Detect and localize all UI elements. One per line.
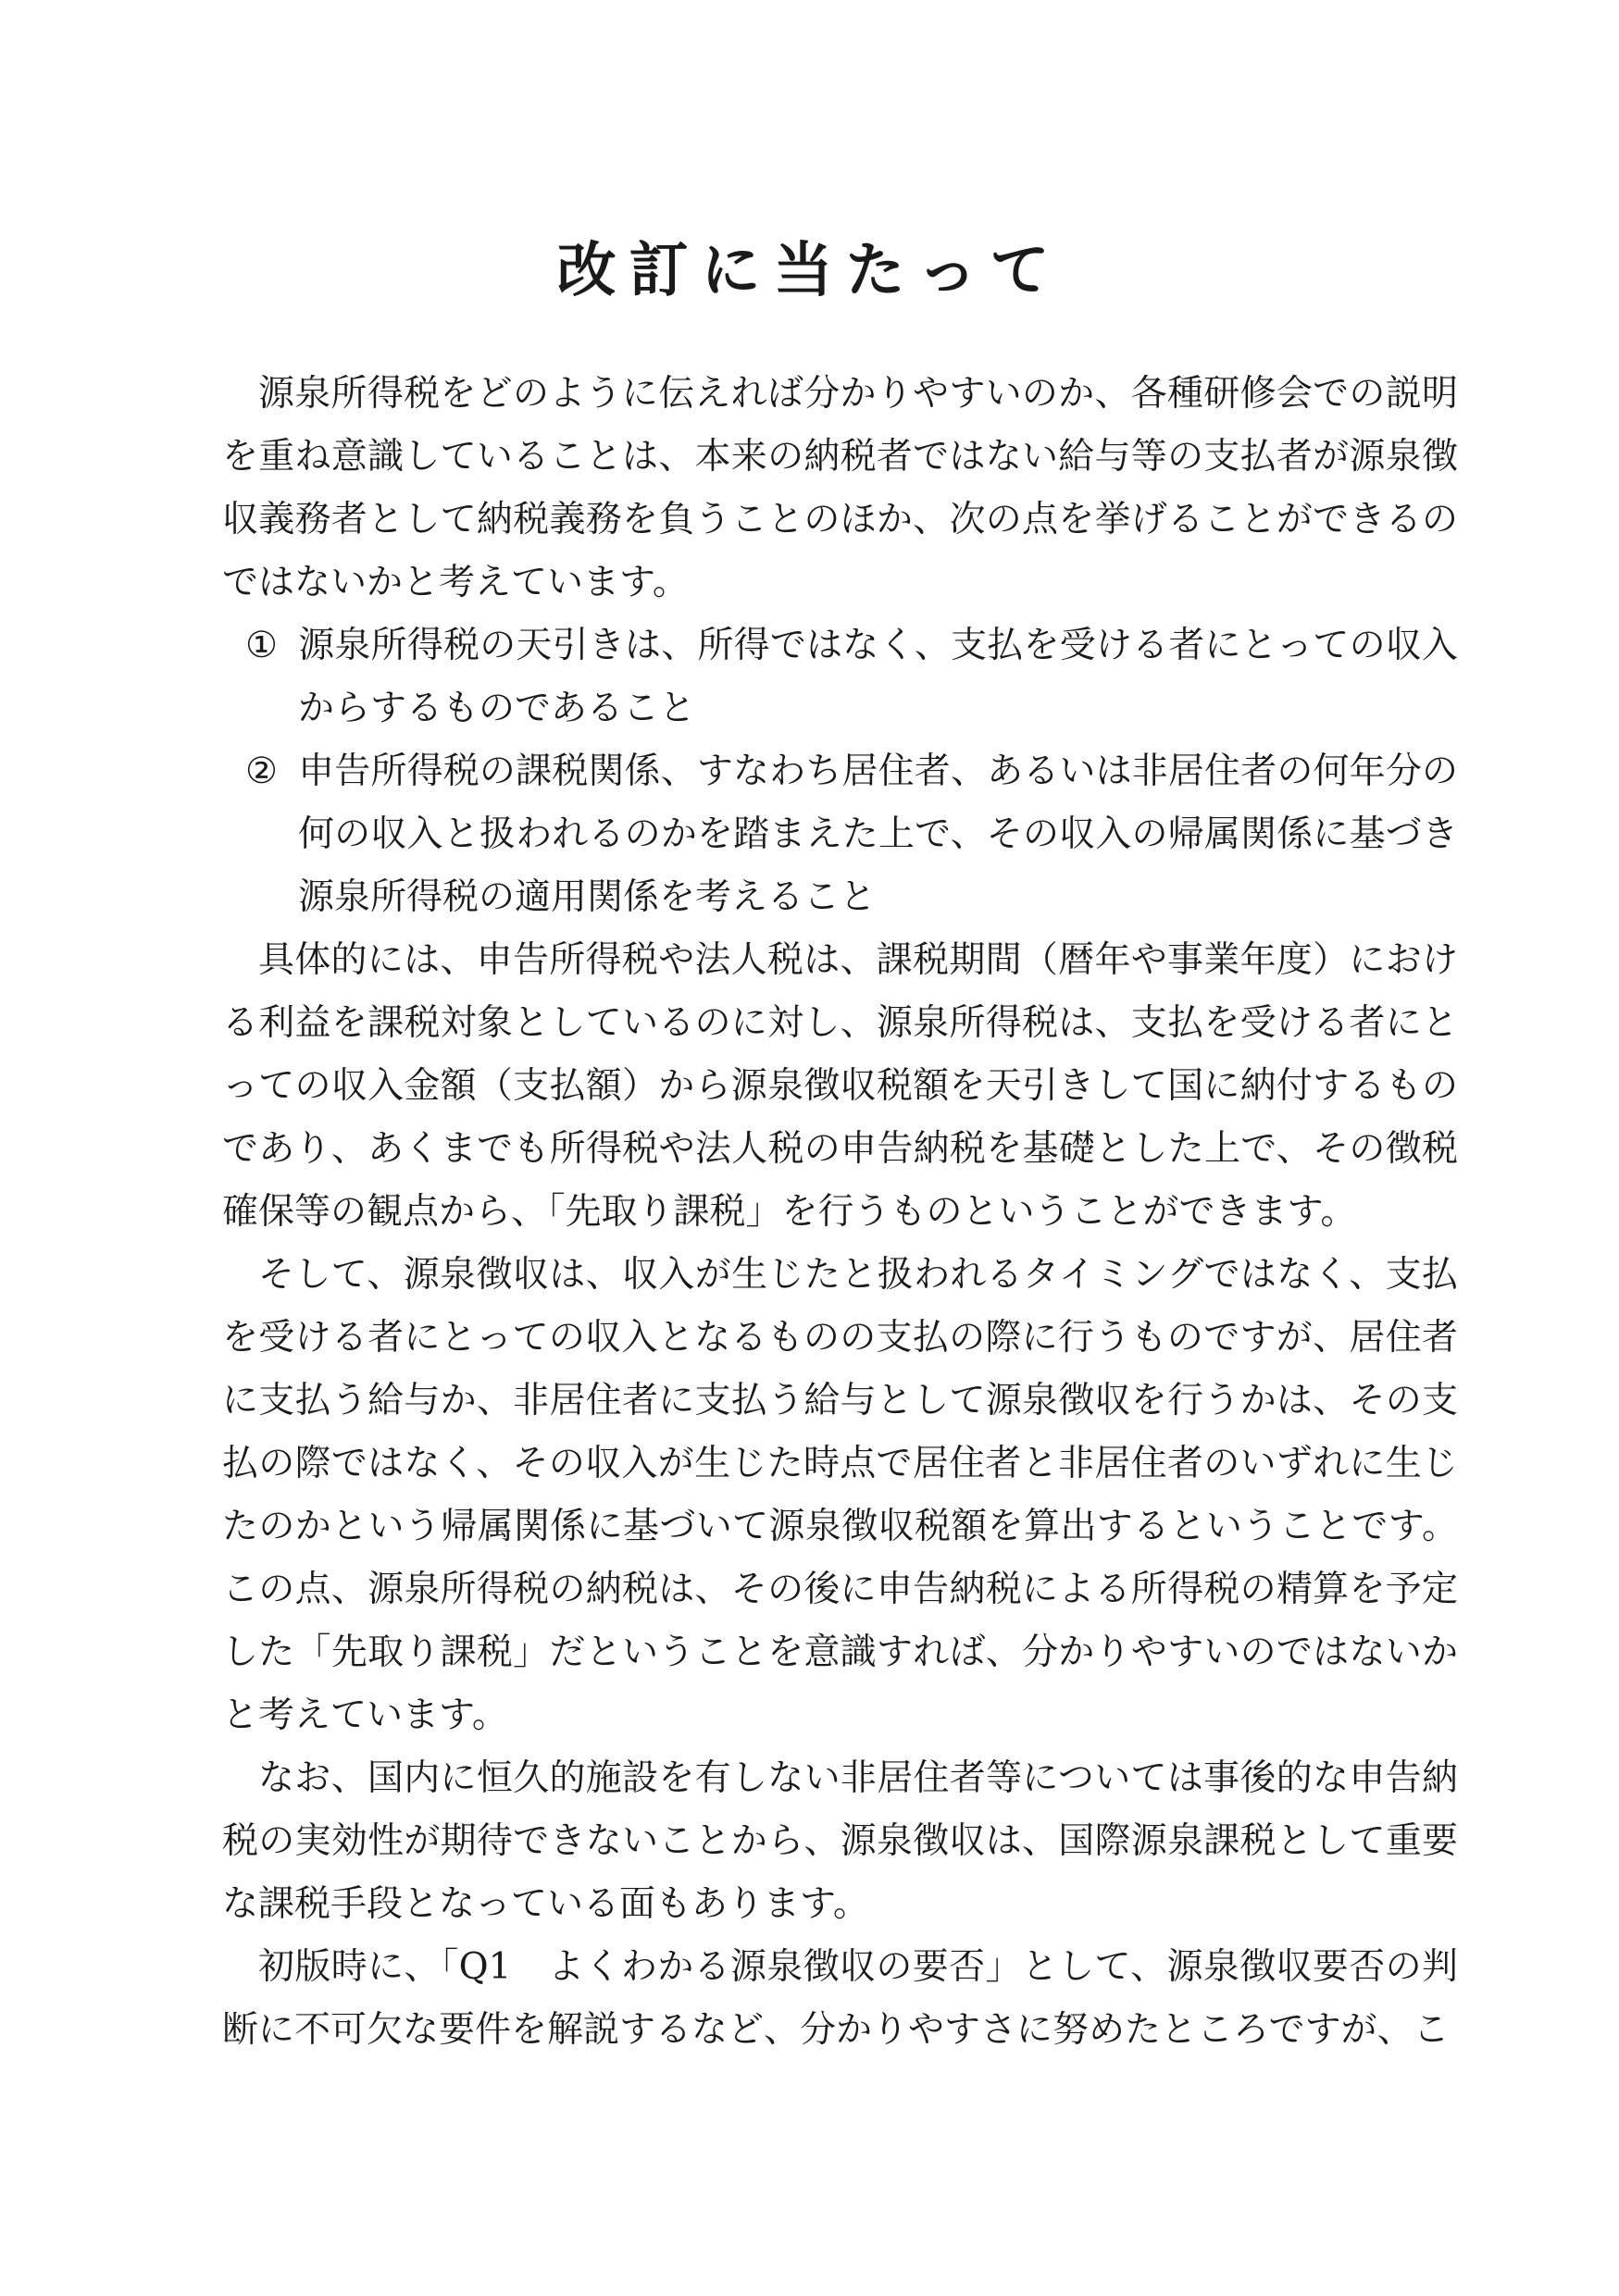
paragraph-detail: 具体的には、申告所得税や法人税は、課税期間（暦年や事業年度）における利益を課税対象としているのに対し、源泉所得税は、支払を受ける者にとっての収入金額（支払額）から源泉徴収税額を天引きして国に納付するものであり、あくまでも所得税や法人税の申告納税を基礎とした上で、その徴税確保等の観点から、「先取り課税」を行うものということができます。 xyxy=(222,939,1458,1233)
paragraph-withholding: そして、源泉徴収は、収入が生じたと扱われるタイミングではなく、支払を受ける者にとっての収入となるものの支払の際に行うものですが、居住者に支払う給与か、非居住者に支払う給与として源泉徴収を行うかは、その支払の際ではなく、その収入が生じた時点で居住者と非居住者のいずれに生じたのかという帰属関係に基づいて源泉徴収税額を算出するということです。この点、源泉所得税の納税は、その後に申告納税による所得税の精算を予定した「先取り課税」だということを意識すれば、分かりやすいのではないかと考えています。 xyxy=(222,1254,1458,1736)
list-number: ① xyxy=(245,625,278,666)
body-text xyxy=(222,363,1458,2062)
page-title: 改訂に当たって xyxy=(556,237,1063,305)
paragraph-nonresident: なお、国内に恒久的施設を有しない非居住者等については事後的な申告納税の実効性が期待できないことから、源泉徴収は、国際源泉課税として重要な課税手段となっている面もあります。 xyxy=(222,1757,1458,1925)
list-item xyxy=(222,740,1458,929)
list-item xyxy=(222,614,1458,740)
list-item-text: 源泉所得税の天引きは、所得ではなく、支払を受ける者にとっての収入からするものであること xyxy=(298,625,1458,729)
list-number: ② xyxy=(245,751,278,792)
list-item-text: 申告所得税の課税関係、すなわち居住者、あるいは非居住者の何年分の何の収入と扱われるのかを踏まえた上で、その収入の帰属関係に基づき源泉所得税の適用関係を考えること xyxy=(298,751,1458,918)
paragraph-first-edition: 初版時に、「Q1 よくわかる源泉徴収の要否」として、源泉徴収要否の判断に不可欠な要件を解説するなど、分かりやすさに努めたところですが、こ xyxy=(222,1946,1458,2051)
paragraph-intro: 源泉所得税をどのように伝えれば分かりやすいのか、各種研修会での説明を重ね意識していることは、本来の納税者ではない給与等の支払者が源泉徴収義務者として納税義務を負うことのほか、次の点を挙げることができるのではないかと考えています。 xyxy=(222,373,1458,603)
